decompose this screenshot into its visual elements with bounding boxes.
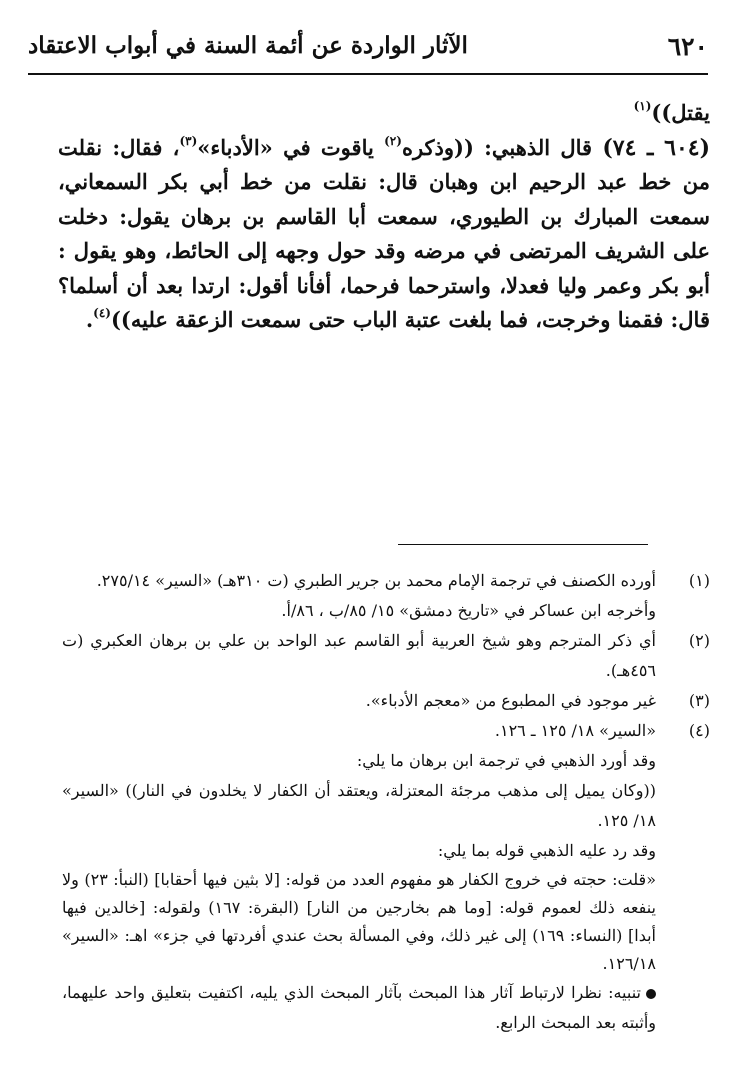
continuation-text: يقتل)) [651, 100, 710, 125]
entry-number: (٦٠٤ ـ ٧٤) [602, 134, 711, 161]
footnote-4-continuation: وقد أورد الذهبي في ترجمة ابن برهان ما يلي: [356, 751, 656, 770]
bullet-icon [646, 989, 656, 999]
footnote-ref-1[interactable]: (١) [633, 99, 652, 113]
footnote-4 [62, 716, 710, 746]
footnote-ref-4[interactable]: (٤) [93, 306, 111, 320]
main-text [58, 96, 710, 338]
footnote-number: (٣) [688, 691, 710, 710]
footnote-line: أورده الكصنف في ترجمة الإمام محمد بن جرير الطبري (ت ٣١٠هـ) «السير» ٢٧٥/١٤. [96, 571, 656, 590]
footnote-number: (١) [688, 571, 710, 590]
footnote-line: «السير» ١٨/ ١٢٥ ـ ١٢٦. [494, 721, 656, 740]
footnotes [62, 566, 710, 1038]
page-header [28, 30, 708, 70]
page-number: ٦٢٠ [667, 32, 708, 61]
narration-end: . [85, 307, 94, 332]
header-rule [28, 73, 708, 75]
footnote-separator [398, 544, 648, 545]
narration-part-b: ياقوت في «الأدباء» [197, 134, 385, 160]
footnote-line: وأخرجه ابن عساكر في «تاريخ دمشق» ١٥/ ٨٥/ب ، ٨٦/أ. [281, 601, 656, 620]
footnote-2 [62, 626, 710, 686]
narration-part-c: ، فقال: نقلت من خط عبد الرحيم ابن وهبان قال: نقلت من خط أبي بكر السمعاني، سمعت المبارك بن الطيوري، سمعت أبا القاسم بن برهان يقول: دخلت على الشريف المرتضى في مرضه وقد حول وجهه إلى الحائط، وهو يقول : أبو بكر وعمر وليا فعدلا، واسترحما فرحما، أفأنا أقول: ارتدا بعد أن أسلما؟ قال: فقمنا وخرجت، فما بلغت عتبة الباب حتى سمعت الزعقة عليه)) [58, 134, 710, 332]
footnote-text: أي ذكر المترجم وهو شيخ العربية أبو القاسم عبد الواحد بن علي بن برهان العكبري (ت ٤٥٦هـ). [62, 631, 656, 680]
footnote-note [62, 978, 710, 1038]
footnote-4-rebuttal: «قلت: حجته في خروج الكفار هو مفهوم العدد من قوله: [لا بثين فيها أحقابا] (النبأ: ٢٣) ولا ينفعه ذلك لعموم قوله: [وما هم بخارجين من النار] (البقرة: ١٦٧) ولقوله: [خالدين فيها أبدا] (النساء: ١٦٩) إلى غير ذلك، وفي المسألة بحث عندي أفردتها في جزء» اهـ: «السير» ١٢٦/١٨. [62, 870, 657, 973]
footnote-number: (٤) [688, 721, 710, 740]
footnote-ref-2[interactable]: (٢) [384, 133, 402, 148]
footnote-3 [62, 686, 710, 716]
note-text: تنبيه: نظرا لارتباط آثار هذا المبحث بآثار المبحث الذي يليه، اكتفيت بتعليق واحد عليهما، وأثبته بعد المبحث الرابع. [62, 983, 656, 1032]
narration-part-a: قال الذهبي: ((وذكره [401, 134, 603, 160]
footnote-text: غير موجود في المطبوع من «معجم الأدباء». [365, 691, 656, 710]
footnote-number: (٢) [688, 631, 710, 650]
running-title: الآثار الواردة عن أئمة السنة في أبواب الاعتقاد [28, 32, 468, 59]
footnote-4-quote: ((وكان يميل إلى مذهب مرجئة المعتزلة، ويعتقد أن الكفار لا يخلدون في النار)) «السير» ١٨/ ١٢٥. [62, 781, 657, 830]
footnote-4-continuation: وقد رد عليه الذهبي قوله بما يلي: [437, 841, 656, 860]
continuation-line [58, 96, 710, 131]
narration-paragraph [58, 131, 710, 338]
footnote-ref-3[interactable]: (٣) [179, 133, 198, 148]
footnote-1 [62, 566, 710, 626]
